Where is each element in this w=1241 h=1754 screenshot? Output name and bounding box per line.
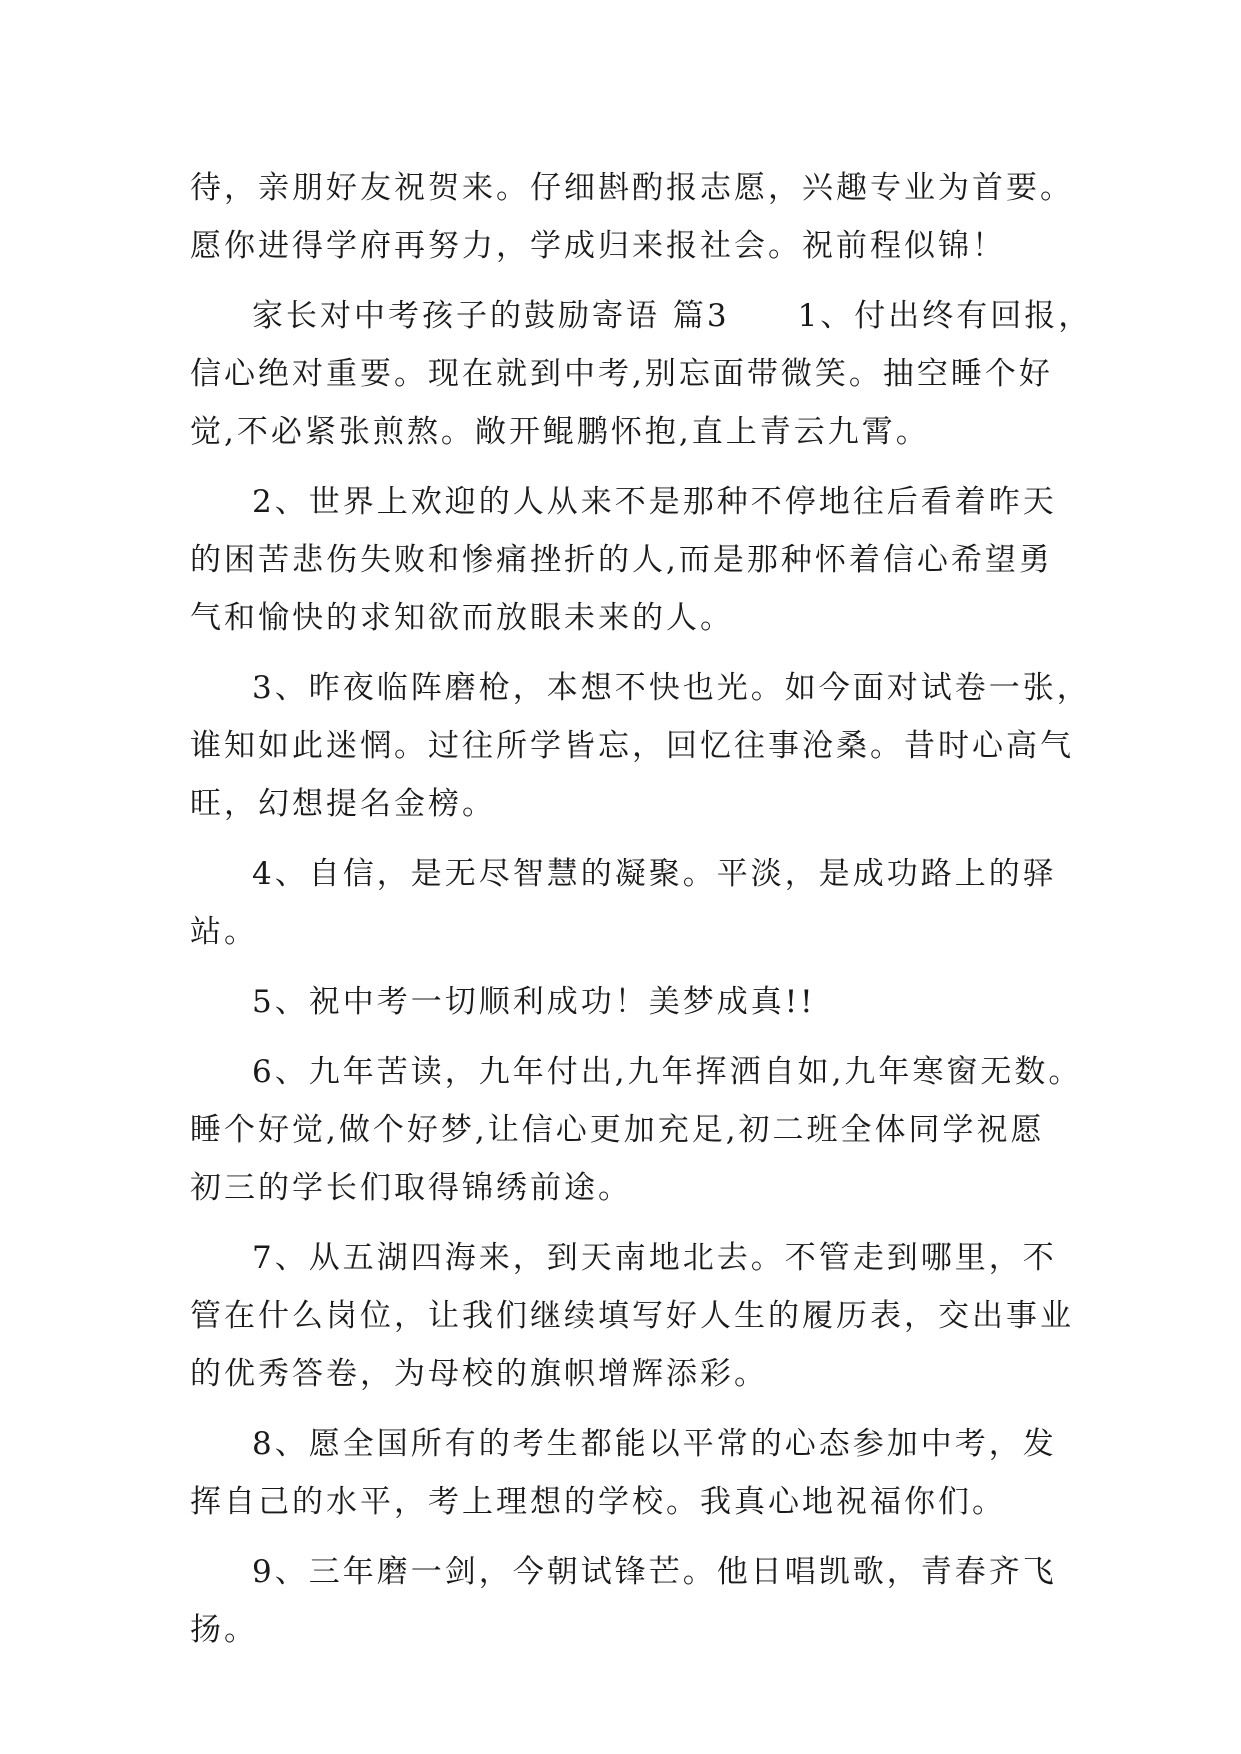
- text-line: 管在什么岗位，让我们继续填写好人生的履历表，交出事业: [190, 1298, 1074, 1334]
- paragraph-7-line: 7、从五湖四海来，到天南地北去。不管走到哪里，不: [252, 1240, 1057, 1276]
- paragraph-6-line: 6、九年苦读，九年付出,九年挥洒自如,九年寒窗无数。: [252, 1054, 1083, 1090]
- text-line: 觉,不必紧张煎熬。敞开鲲鹏怀抱,直上青云九霄。: [190, 414, 930, 450]
- text-line: 旺，幻想提名金榜。: [190, 786, 496, 822]
- paragraph-4-line: 4、自信，是无尽智慧的凝聚。平淡，是成功路上的驿: [252, 856, 1057, 892]
- text-line: 的优秀答卷，为母校的旗帜增辉添彩。: [190, 1356, 768, 1392]
- paragraph-9-line: 9、三年磨一剑，今朝试锋芒。他日唱凯歌，青春齐飞: [252, 1554, 1057, 1590]
- text-line: 扬。: [190, 1612, 258, 1648]
- paragraph-2-line: 2、世界上欢迎的人从来不是那种不停地往后看着昨天: [252, 484, 1057, 520]
- section-heading-line: 家长对中考孩子的鼓励寄语 篇3 1、付出终有回报，: [252, 298, 1093, 334]
- text-line: 站。: [190, 914, 258, 950]
- text-line: 的困苦悲伤失败和惨痛挫折的人,而是那种怀着信心希望勇: [190, 542, 1053, 578]
- text-line: 气和愉快的求知欲而放眼未来的人。: [190, 600, 734, 636]
- text-line: 挥自己的水平，考上理想的学校。我真心地祝福你们。: [190, 1484, 1006, 1520]
- text-line: 谁知如此迷惘。过往所学皆忘，回忆往事沧桑。昔时心高气: [190, 728, 1074, 764]
- document-body: [190, 159, 1093, 1659]
- text-line: 待，亲朋好友祝贺来。仔细斟酌报志愿，兴趣专业为首要。: [190, 170, 1074, 206]
- paragraph-5-line: 5、祝中考一切顺利成功！美梦成真!!: [252, 984, 816, 1020]
- text-line: 睡个好觉,做个好梦,让信心更加充足,初二班全体同学祝愿: [190, 1112, 1045, 1148]
- text-line: 愿你进得学府再努力，学成归来报社会。祝前程似锦！: [190, 228, 1006, 264]
- text-line: 初三的学长们取得锦绣前途。: [190, 1170, 632, 1206]
- paragraph-3-line: 3、昨夜临阵磨枪，本想不快也光。如今面对试卷一张，: [252, 670, 1091, 706]
- text-line: 信心绝对重要。现在就到中考,别忘面带微笑。抽空睡个好: [190, 356, 1053, 392]
- paragraph-8-line: 8、愿全国所有的考生都能以平常的心态参加中考，发: [252, 1426, 1057, 1462]
